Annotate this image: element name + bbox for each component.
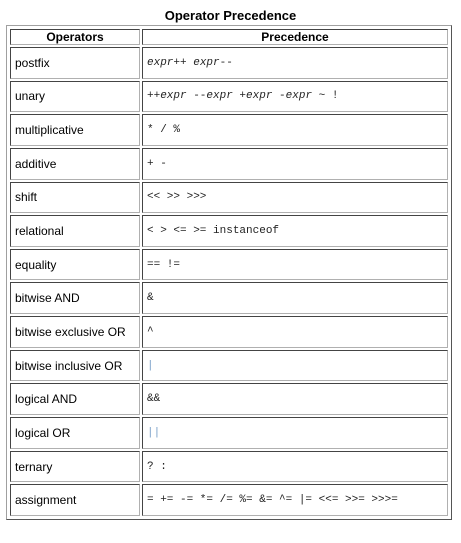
- table-row: [10, 249, 448, 281]
- precedence-cell: << >> >>>: [142, 182, 448, 214]
- precedence-table-frame: [6, 25, 452, 520]
- operator-cell: equality: [10, 249, 140, 281]
- table-row: [10, 182, 448, 214]
- precedence-cell: == !=: [142, 249, 448, 281]
- operator-cell: relational: [10, 215, 140, 247]
- operator-precedence-table: [8, 27, 450, 518]
- precedence-cell: &: [142, 282, 448, 314]
- table-row: [10, 350, 448, 382]
- precedence-cell: < > <= >= instanceof: [142, 215, 448, 247]
- table-body: [10, 47, 448, 516]
- header-precedence: Precedence: [142, 29, 448, 45]
- operator-cell: unary: [10, 81, 140, 113]
- table-row: [10, 215, 448, 247]
- table-row: [10, 47, 448, 79]
- table-row: [10, 383, 448, 415]
- precedence-cell: + -: [142, 148, 448, 180]
- precedence-cell: ? :: [142, 451, 448, 483]
- precedence-cell: ++expr --expr +expr -expr ~ !: [142, 81, 448, 113]
- operator-cell: logical OR: [10, 417, 140, 449]
- precedence-cell: expr++ expr--: [142, 47, 448, 79]
- table-row: [10, 417, 448, 449]
- precedence-cell: ^: [142, 316, 448, 348]
- operator-cell: logical AND: [10, 383, 140, 415]
- table-row: [10, 114, 448, 146]
- operator-cell: multiplicative: [10, 114, 140, 146]
- operator-cell: shift: [10, 182, 140, 214]
- table-row: [10, 81, 448, 113]
- table-row: [10, 282, 448, 314]
- precedence-cell: &&: [142, 383, 448, 415]
- operator-cell: bitwise exclusive OR: [10, 316, 140, 348]
- operator-cell: bitwise inclusive OR: [10, 350, 140, 382]
- table-row: [10, 451, 448, 483]
- operator-cell: bitwise AND: [10, 282, 140, 314]
- table-caption: Operator Precedence: [164, 8, 297, 23]
- operator-cell: additive: [10, 148, 140, 180]
- precedence-cell: * / %: [142, 114, 448, 146]
- table-row: [10, 484, 448, 516]
- precedence-cell: |: [142, 350, 448, 382]
- operator-cell: postfix: [10, 47, 140, 79]
- precedence-cell: ||: [142, 417, 448, 449]
- table-row: [10, 148, 448, 180]
- precedence-cell: = += -= *= /= %= &= ^= |= <<= >>= >>>=: [142, 484, 448, 516]
- header-operators: Operators: [10, 29, 140, 45]
- operator-cell: ternary: [10, 451, 140, 483]
- table-row: [10, 316, 448, 348]
- operator-cell: assignment: [10, 484, 140, 516]
- table-header-row: [10, 29, 448, 45]
